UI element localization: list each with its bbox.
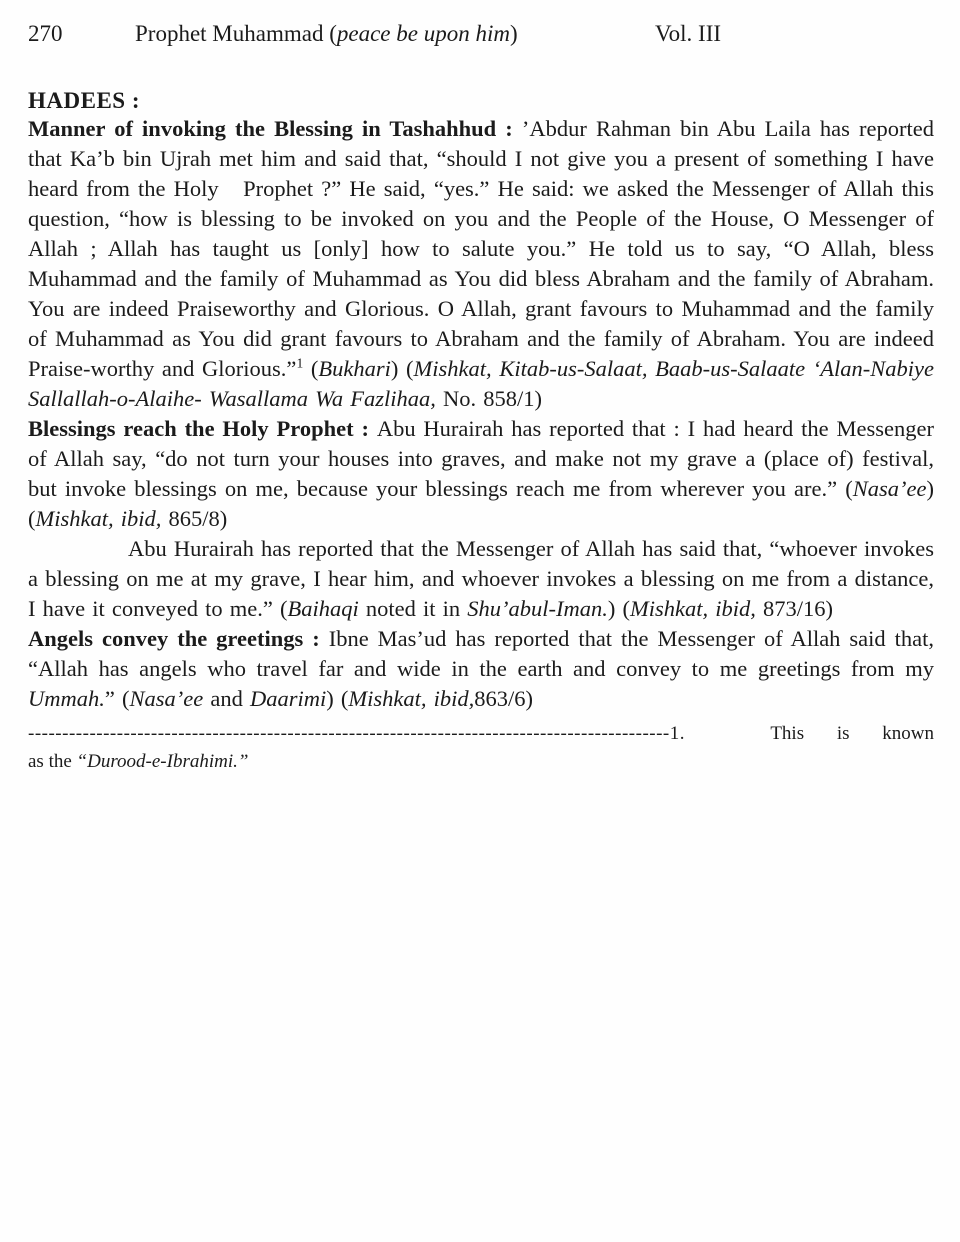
citation-separator: ) (: [326, 686, 349, 711]
footnote-dashes: ----------------------------------------------------------------------------------------------1.: [28, 723, 686, 744]
running-title-roman-close: ): [509, 21, 518, 46]
paragraph-body-text: Ibne Mas’ud has reported that the Messenger of Allah said that, “Allah has angels who travel far and wide in the earth and convey to me greetings from my: [28, 626, 935, 681]
footnote: [28, 720, 934, 775]
citation-source-baihaqi: Baihaqi: [287, 596, 359, 621]
citation-separator: ) (: [390, 356, 414, 381]
citation-source-nasaee: Nasa’ee: [129, 686, 204, 711]
footnote-line2: [28, 748, 934, 775]
citation-separator: ) (: [607, 596, 631, 621]
footnote-line2-prefix: as the: [28, 751, 77, 772]
paragraph-body-text: ’Abdur Rahman bin Abu Laila has reported that Ka’b bin Ujrah met him and said that, “should I not give you a present of something I have heard from the Holy Prophet ?” He said, “yes.” He said: we asked the Messenger of Allah this question, “how is blessing to be invoked on you and the People of the House, O Messenger of Allah ; Allah has taught us [only] how to salute you.” He told us to say, “O Allah, bless Muhammad and the family of Muhammad as You did bless Abraham and the family of Abraham. You are indeed Praiseworthy and Glorious. O Allah, grant favours to Muhammad and the family of Muhammad as You did grant favours to Abraham and the family of Abraham. You are indeed Praise-worthy and Glorious.”: [28, 116, 935, 381]
page-number: 270: [28, 21, 63, 46]
paragraph-manner-of-invoking: [28, 114, 934, 414]
citation-middle-text: noted it in: [358, 596, 468, 621]
citation-number: 873/16): [755, 596, 834, 621]
section-heading-hadees: HADEES :: [28, 88, 140, 113]
paragraph-blessings-reach: [28, 414, 934, 534]
paragraph-body-text: Abu Hurairah has reported that : I had heard the Messenger of Allah say, “do not turn your houses into graves, and make not my grave a (place of) festival, but invoke blessings on me, because your blessings reach me from wherever you are.” (: [28, 416, 934, 501]
page-header: [28, 20, 934, 50]
citation-source-mishkat: Mishkat, ibid,: [630, 596, 756, 621]
citation-source-bukhari: Bukhari: [318, 356, 391, 381]
citation-and: and: [203, 686, 250, 711]
citation-source-nasaee: Nasa’ee: [852, 476, 927, 501]
citation-source-daarimi: Daarimi: [249, 686, 327, 711]
paragraph-lead-bold: Angels convey the greetings :: [28, 626, 329, 651]
citation-source-shuabul-iman: Shu’abul-Iman.: [467, 596, 608, 621]
citation-source-mishkat: Mishkat, ibid,: [348, 686, 475, 711]
term-ummah: Ummah.: [28, 686, 105, 711]
paragraph-abu-hurairah: [28, 534, 934, 624]
citation-separator: ) (: [28, 476, 934, 531]
citation-number: No. 858/1): [435, 386, 542, 411]
footnote-term-durood: “Durood-e-Ibrahimi.”: [76, 751, 249, 772]
paragraph-lead-bold: Manner of invoking the Blessing in Tashahhud :: [28, 116, 522, 141]
citation-open: ” (: [104, 686, 130, 711]
footnote-reference-1: 1: [296, 355, 304, 371]
citation-source-mishkat: Mishkat, ibid,: [35, 506, 162, 531]
citation-number: 865/8): [161, 506, 228, 531]
volume-label: Vol. III: [655, 21, 722, 46]
running-title-roman-open: Prophet Muhammad (: [135, 21, 337, 46]
paragraph-lead-bold: Blessings reach the Holy Prophet :: [28, 416, 377, 441]
footnote-rule-line: [28, 720, 934, 747]
paragraph-angels-convey: [28, 624, 934, 714]
citation-number: 863/6): [474, 686, 533, 711]
paragraph-body-text: Abu Hurairah has reported that the Messenger of Allah has said that, “whoever invokes a blessing on me at my grave, I hear him, and whoever invokes a blessing on me from a distance, I have it conveyed to me.” (: [28, 536, 934, 621]
running-title: [135, 20, 518, 48]
citation-source-mishkat: Mishkat, Kitab-us-Salaat, Baab-us-Salaate ‘Alan-Nabiye Sallallah-o-Alaihe- Wasallama Wa Fazlihaa,: [28, 356, 934, 411]
citation-open: (: [303, 356, 319, 381]
footnote-line1-text: This is known: [770, 723, 934, 744]
running-title-italic: peace be upon him: [336, 21, 510, 46]
